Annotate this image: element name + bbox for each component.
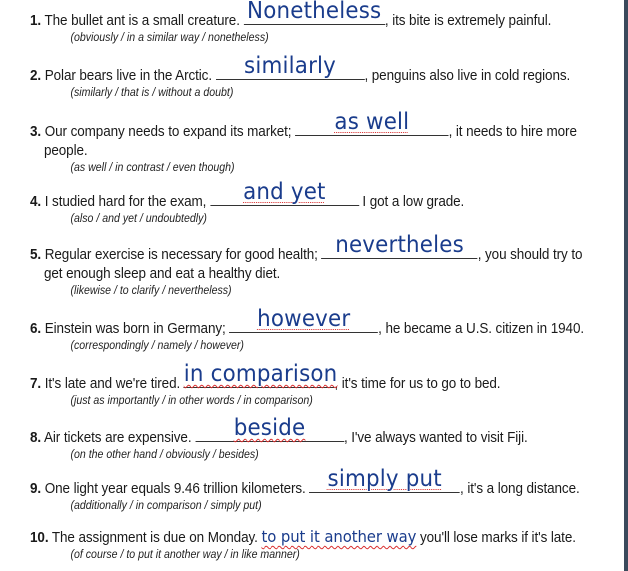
sentence <box>30 527 584 548</box>
sentence-end: , its bite is extremely painful. <box>384 13 552 29</box>
answer-options: (obviously / in a similar way / nonetheless) <box>70 32 269 44</box>
sentence-end: , it needs to hire more <box>448 124 577 140</box>
exercise-item-3 <box>30 109 626 175</box>
handwritten-answer: however <box>257 306 351 332</box>
answer-options: (on the other hand / obviously / besides) <box>70 449 259 461</box>
item-number: 8. <box>30 430 42 446</box>
handwritten-answer: as well <box>334 109 410 135</box>
sentence-end: , I've always wanted to visit Fiji. <box>343 430 528 446</box>
sentence <box>30 232 584 265</box>
item-number: 7. <box>30 376 42 392</box>
handwritten-answer[interactable]: to put it another way <box>261 527 417 546</box>
answer-blank[interactable] <box>309 466 460 493</box>
sentence-continuation: get enough sleep and eat a healthy diet. <box>43 266 281 282</box>
item-number: 6. <box>30 321 42 337</box>
sentence-end: , you should try to <box>477 247 583 263</box>
sentence-end: , it's a long distance. <box>460 481 580 497</box>
handwritten-answer: in comparison <box>183 361 338 387</box>
answer-options: (of course / to put it another way / in like manner) <box>70 549 300 561</box>
answer-blank[interactable] <box>244 0 385 25</box>
exercise-item-6 <box>30 306 626 353</box>
answer-blank[interactable] <box>183 361 338 388</box>
sentence-start: The assignment is due on Monday. <box>51 530 258 546</box>
sentence <box>30 53 584 86</box>
sentence-end: , it's time for us to go to bed. <box>334 376 501 392</box>
sentence-end: , he became a U.S. citizen in 1940. <box>378 321 585 337</box>
answer-options: (correspondingly / namely / however) <box>70 340 244 352</box>
handwritten-answer: nevertheles <box>335 232 464 258</box>
sentence <box>30 415 584 448</box>
exercise-item-8 <box>30 415 626 462</box>
sentence <box>30 179 584 212</box>
item-number: 9. <box>30 481 42 497</box>
answer-options: (also / and yet / undoubtedly) <box>70 213 207 225</box>
answer-options: (likewise / to clarify / nevertheless) <box>70 285 232 297</box>
item-number: 2. <box>30 68 42 84</box>
item-number: 1. <box>30 13 42 29</box>
sentence-continuation: people. <box>43 143 88 159</box>
handwritten-answer: simply put <box>327 466 442 492</box>
answer-blank[interactable] <box>195 415 344 442</box>
sentence-end: you'll lose marks if it's late. <box>420 530 576 546</box>
sentence-start: I studied hard for the exam, <box>44 194 207 210</box>
answer-options: (additionally / in comparison / simply put) <box>70 500 262 512</box>
sentence <box>30 109 584 142</box>
item-number: 10. <box>30 530 49 546</box>
sentence-start: Einstein was born in Germany; <box>44 321 226 337</box>
answer-options: (similarly / that is / without a doubt) <box>70 87 234 99</box>
answer-blank[interactable] <box>210 179 359 206</box>
answer-options: (as well / in contrast / even though) <box>70 162 235 174</box>
sentence-start: The bullet ant is a small creature. <box>44 13 240 29</box>
sentence-start: One light year equals 9.46 trillion kilometers. <box>44 481 306 497</box>
handwritten-answer: similarly <box>244 53 337 79</box>
handwritten-answer: Nonetheless <box>247 0 382 24</box>
item-number: 3. <box>30 124 42 140</box>
answer-blank[interactable] <box>216 53 365 80</box>
answer-blank[interactable] <box>295 109 448 136</box>
answer-options: (just as importantly / in other words / in comparison) <box>70 395 313 407</box>
answer-blank[interactable] <box>229 306 378 333</box>
exercise-item-7 <box>30 361 626 408</box>
sentence <box>30 466 584 499</box>
sentence-start: Polar bears live in the Arctic. <box>44 68 212 84</box>
sentence-start: It's late and we're tired. <box>44 376 181 392</box>
exercise-item-1 <box>30 0 626 45</box>
sentence-start: Air tickets are expensive. <box>43 430 192 446</box>
exercise-item-2 <box>30 53 626 100</box>
exercise-item-5 <box>30 232 626 298</box>
exercise-item-10 <box>30 527 626 562</box>
sentence-start: Regular exercise is necessary for good health; <box>44 247 318 263</box>
item-number: 5. <box>30 247 42 263</box>
item-number: 4. <box>30 194 42 210</box>
exercise-item-4 <box>30 179 626 226</box>
sentence-end: I got a low grade. <box>362 194 465 210</box>
handwritten-answer: and yet <box>243 179 326 205</box>
handwritten-answer: beside <box>233 415 306 441</box>
sentence <box>30 0 584 31</box>
exercise-item-9 <box>30 466 626 513</box>
sentence <box>30 361 584 394</box>
sentence-end: , penguins also live in cold regions. <box>364 68 571 84</box>
sentence <box>30 306 585 339</box>
answer-blank[interactable] <box>321 232 477 259</box>
sentence-start: Our company needs to expand its market; <box>44 124 292 140</box>
